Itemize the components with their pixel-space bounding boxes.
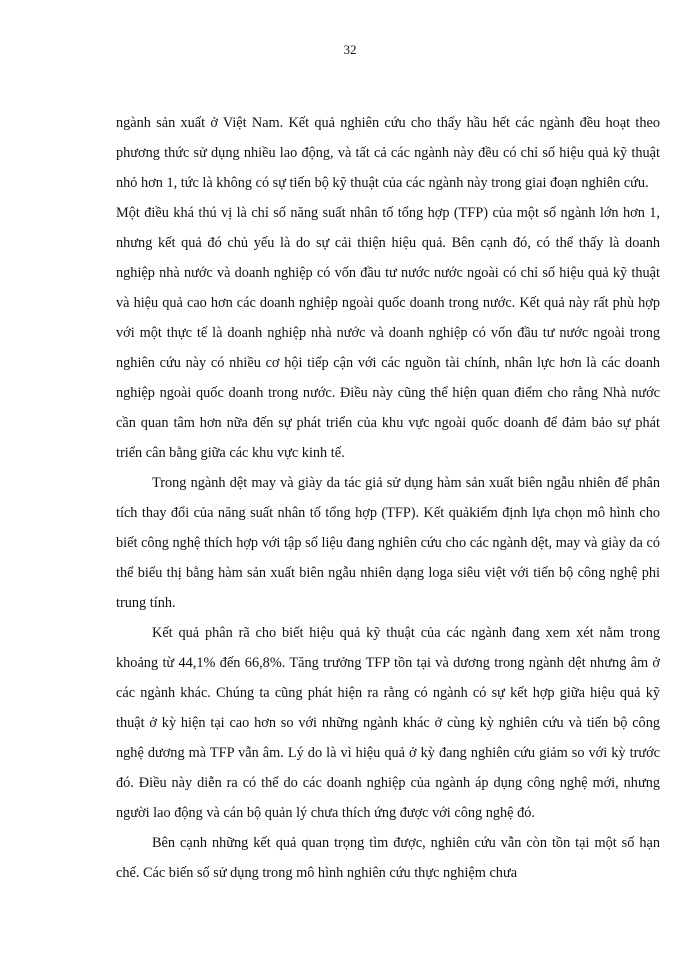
paragraph: Bên cạnh những kết quả quan trọng tìm được, nghiên cứu vẫn còn tồn tại một số hạn chế. Các biến số sử dụng trong mô hình nghiên cứu thực nghiệm chưa [116, 835, 660, 881]
paragraph: Kết quả phân rã cho biết hiệu quả kỹ thuật của các ngành đang xem xét nằm trong khoảng từ 44,1% đến 66,8%. Tăng trưởng TFP tồn tại và dương trong ngành dệt nhưng âm ở các ngành khác. Chúng ta cũng phát hiện ra rằng có ngành có sự kết hợp giữa hiệu quả kỹ thuật ở kỳ hiện tại cao hơn so với những ngành khác ở cùng kỳ nghiên cứu và tiến bộ công nghệ dương mà TFP vẫn âm. Lý do là vì hiệu quả ở kỳ đang nghiên cứu giảm so với kỳ trước đó. Điều này diễn ra có thể do các doanh nghiệp của ngành áp dụng công nghệ mới, nhưng người lao động và cán bộ quản lý chưa thích ứng được với công nghệ đó. [116, 625, 660, 821]
paragraph: ngành sản xuất ở Việt Nam. Kết quả nghiên cứu cho thấy hầu hết các ngành đều hoạt theo phương thức sử dụng nhiều lao động, và tất cả các ngành này đều có chỉ số hiệu quả kỹ thuật nhỏ hơn 1, tức là không có sự tiến bộ kỹ thuật của các ngành này trong giai đoạn nghiên cứu. [116, 115, 660, 191]
body-text [116, 108, 660, 888]
paragraph: Trong ngành dệt may và giày da tác giả sử dụng hàm sản xuất biên ngẫu nhiên để phân tích thay đổi của năng suất nhân tố tổng hợp (TFP). Kết quảkiểm định lựa chọn mô hình cho biết công nghệ thích hợp với tập số liệu đang nghiên cứu cho các ngành dệt, may và giày da có thể biểu thị bằng hàm sản xuất biên ngẫu nhiên dạng loga siêu việt với tiến bộ công nghệ phi trung tính. [116, 475, 660, 611]
page-number: 32 [343, 42, 357, 57]
paragraph: Một điều khá thú vị là chỉ số năng suất nhân tố tổng hợp (TFP) của một số ngành lớn hơn 1, nhưng kết quả đó chủ yếu là do sự cải thiện hiệu quả. Bên cạnh đó, có thể thấy là doanh nghiệp nhà nước và doanh nghiệp có vốn đầu tư nước nước ngoài có chỉ số hiệu quả kỹ thuật và hiệu quả cao hơn các doanh nghiệp ngoài quốc doanh trong nước. Kết quả này rất phù hợp với một thực tế là doanh nghiệp nhà nước và doanh nghiệp có vốn đầu tư nước ngoài trong nghiên cứu này có nhiều cơ hội tiếp cận với các nguồn tài chính, nhân lực hơn là các doanh nghiệp ngoài quốc doanh trong nước. Điều này cũng thể hiện quan điểm cho rằng Nhà nước cần quan tâm hơn nữa đến sự phát triển của khu vực ngoài quốc doanh để đảm bảo sự phát triển cân bằng giữa các khu vực kinh tế. [116, 205, 660, 461]
